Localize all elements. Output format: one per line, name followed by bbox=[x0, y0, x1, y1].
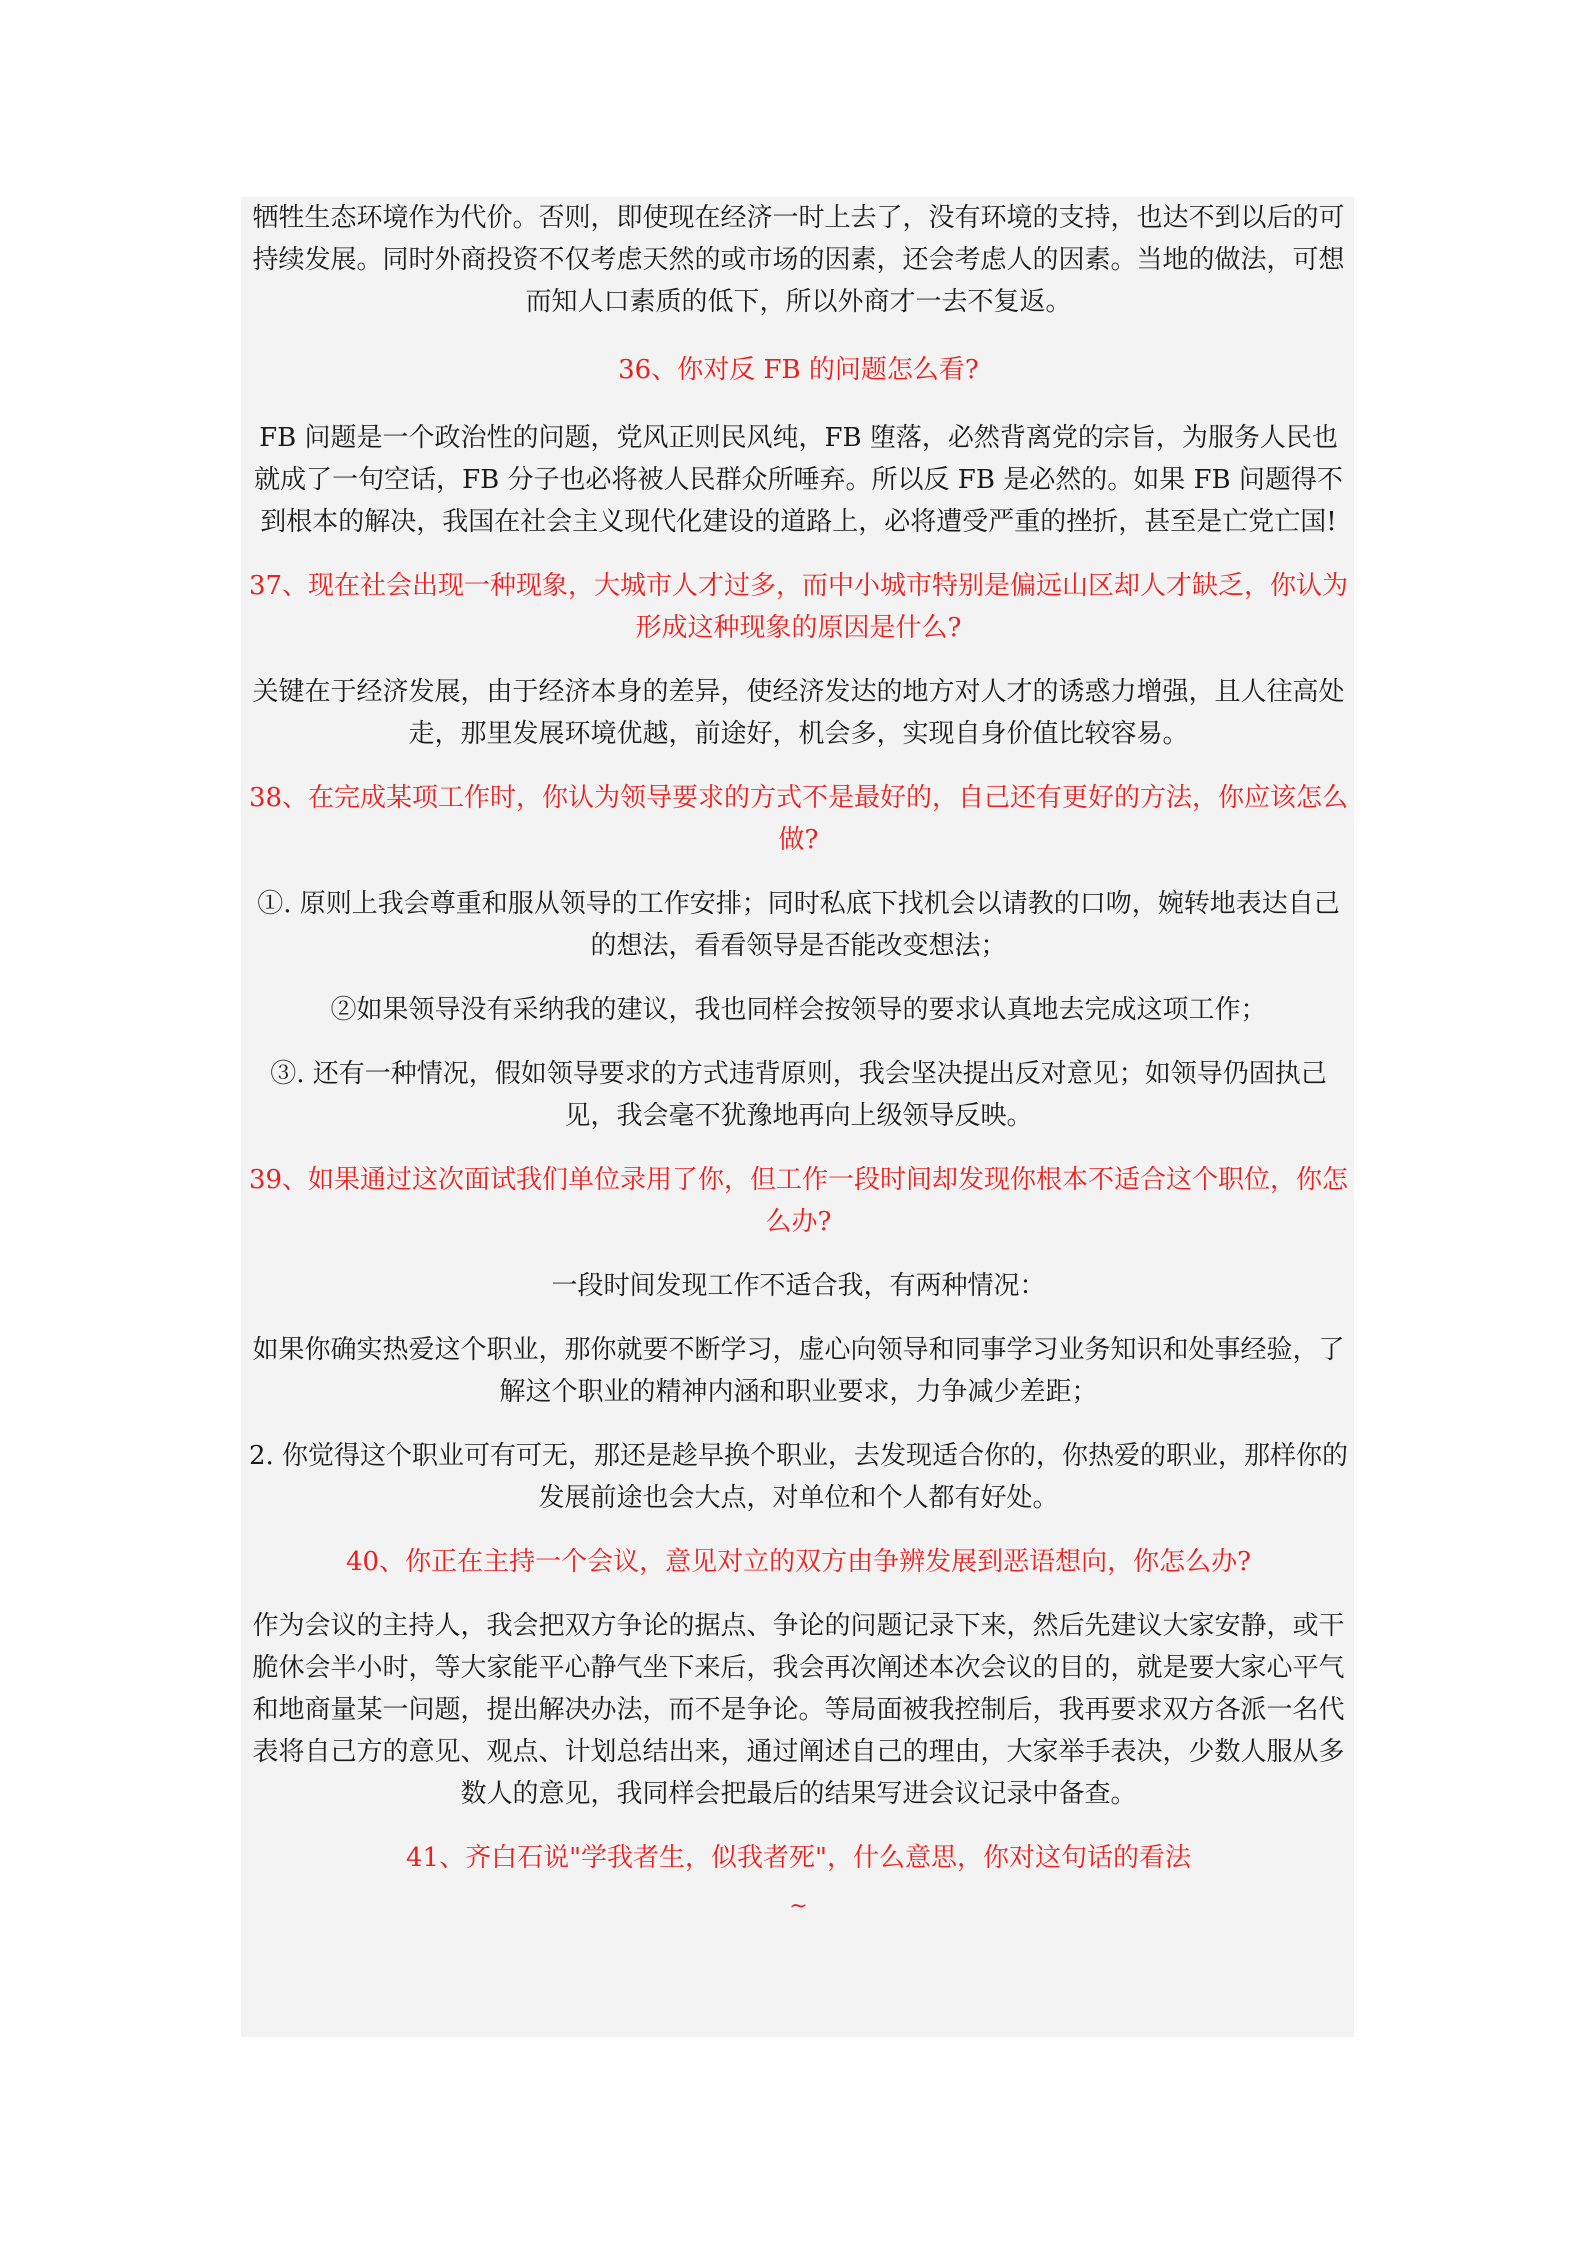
question-40: 40、你正在主持一个会议，意见对立的双方由争辨发展到恶语想向，你怎么办? bbox=[345, 1547, 1252, 1577]
tilde-mark: ~ bbox=[789, 1894, 808, 1919]
answer-39-point-2: 2. 你觉得这个职业可有可无，那还是趁早换个职业，去发现适合你的，你热爱的职业，那样你的发展前途也会大点，对单位和个人都有好处。 bbox=[248, 1441, 1349, 1513]
document-body bbox=[247, 197, 1350, 1919]
answer-38-point-3: ③. 还有一种情况，假如领导要求的方式违背原则，我会坚决提出反对意见；如领导仍固执己见，我会毫不犹豫地再向上级领导反映。 bbox=[270, 1059, 1327, 1131]
answer-40: 作为会议的主持人，我会把双方争论的据点、争论的问题记录下来，然后先建议大家安静，或干脆休会半小时，等大家能平心静气坐下来后，我会再次阐述本次会议的目的，就是要大家心平气和地商量某一问题，提出解决办法，而不是争论。等局面被我控制后，我再要求双方各派一名代表将自己方的意见、观点、计划总结出来，通过阐述自己的理由，大家举手表决，少数人服从多数人的意见，我同样会把最后的结果写进会议记录中备查。 bbox=[252, 1611, 1345, 1809]
question-36: 36、你对反 FB 的问题怎么看? bbox=[618, 355, 979, 385]
answer-36: FB 问题是一个政治性的问题，党风正则民风纯，FB 堕落，必然背离党的宗旨，为服务人民也就成了一句空话，FB 分子也必将被人民群众所唾弃。所以反 FB 是必然的。如果 FB 问题得不到根本的解决，我国在社会主义现代化建设的道路上，必将遭受严重的挫折，甚至是亡党亡国! bbox=[254, 423, 1343, 537]
question-41: 41、齐白石说"学我者生，似我者死"，什么意思，你对这句话的看法 bbox=[405, 1843, 1191, 1873]
answer-37: 关键在于经济发展，由于经济本身的差异，使经济发达的地方对人才的诱惑力增强，且人往高处走，那里发展环境优越，前途好，机会多，实现自身价值比较容易。 bbox=[252, 677, 1345, 749]
question-39: 39、如果通过这次面试我们单位录用了你，但工作一段时间却发现你根本不适合这个职位，你怎么办? bbox=[248, 1165, 1349, 1237]
question-38: 38、在完成某项工作时，你认为领导要求的方式不是最好的，自己还有更好的方法，你应该怎么做? bbox=[248, 783, 1349, 855]
answer-38-point-1: ①. 原则上我会尊重和服从领导的工作安排；同时私底下找机会以请教的口吻，婉转地表达自己的想法，看看领导是否能改变想法； bbox=[257, 889, 1340, 961]
intro-paragraph: 牺牲生态环境作为代价。否则，即使现在经济一时上去了，没有环境的支持，也达不到以后的可持续发展。同时外商投资不仅考虑天然的或市场的因素，还会考虑人的因素。当地的做法，可想而知人口素质的低下，所以外商才一去不复返。 bbox=[252, 203, 1345, 317]
answer-38-point-2: ②如果领导没有采纳我的建议，我也同样会按领导的要求认真地去完成这项工作； bbox=[330, 995, 1267, 1025]
answer-39-point-1: 如果你确实热爱这个职业，那你就要不断学习，虚心向领导和同事学习业务知识和处事经验，了解这个职业的精神内涵和职业要求，力争减少差距； bbox=[252, 1335, 1345, 1407]
question-37: 37、现在社会出现一种现象，大城市人才过多，而中小城市特别是偏远山区却人才缺乏，你认为形成这种现象的原因是什么? bbox=[248, 571, 1349, 643]
answer-39-intro: 一段时间发现工作不适合我，有两种情况： bbox=[551, 1271, 1046, 1301]
